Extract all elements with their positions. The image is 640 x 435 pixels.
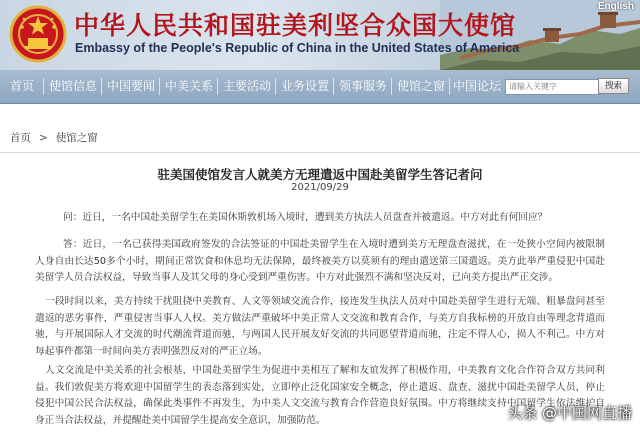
nav-item-china-news[interactable]: 中国要闻 (102, 70, 160, 103)
nav-item-main-activities[interactable]: 主要活动 (218, 70, 276, 103)
breadcrumb-separator: > (39, 132, 48, 144)
divider (0, 152, 640, 153)
article-paragraph: 问：近日，一名中国赴美留学生在美国休斯敦机场入境时，遭到美方执法人员盘查并被遣返。中方对此有何回应？ (63, 212, 548, 223)
nav-item-business-settings[interactable]: 业务设置 (276, 70, 334, 103)
article-paragraph: 人文交流是中美关系的社会根基，中国赴美留学生为促进中美相互了解和友谊发挥了积极作用，中美教育文化合作符合双方共同利益。我们敦促美方将欢迎中国留学生的表态落到实处，立即停止泛化国家安全概念，停止遣返、盘查、滋扰中国赴美留学人员，停止侵犯中国公民合法权益，确保此类事件不再发生，为中美人文交流与教育合作营造良好氛围。中方将继续支持中国留学生依法维护自身正当合法权益，并提醒赴美中国留学生提高安全意识，加强防范。 (35, 365, 605, 426)
nav-item-embassy-window[interactable]: 使馆之窗 (392, 70, 450, 103)
nav-item-china-forum[interactable]: 中国论坛 (452, 79, 501, 93)
embassy-title-cn: 中华人民共和国驻美利坚合众国大使馆 (74, 11, 517, 40)
nav-item-home[interactable]: 首页 (0, 70, 44, 103)
nav-item-china-us-relations[interactable]: 中美关系 (160, 70, 218, 103)
search-button[interactable]: 搜索 (598, 78, 629, 94)
embassy-title-en: Embassy of the People's Republic of China in the United States of America (75, 41, 520, 55)
article-paragraph: 答：近日，一名已获得美国政府签发的合法签证的中国赴美留学生在入境时遭到美方无理盘查滋扰，在一处狭小空间内被限制人身自由长达50多个小时，期间正常饮食和休息均无法保障，最终被美方以莫须有的理由遣送第三国遣返。美方此举严重侵犯中国赴美留学人员合法权益，导致当事人及其父母的身心受到严重伤害。中方对此强烈不满和坚决反对，已向美方提出严正交涉。 (35, 239, 605, 283)
nav-item-embassy-info[interactable]: 使馆信息 (44, 70, 102, 103)
header-banner (0, 0, 640, 70)
article-paragraph: 一段时间以来，美方持续干扰阻挠中美教育、人文等领域交流合作，接连发生执法人员对中国赴美留学生进行无端、粗暴盘问甚至遣返的恶劣事件，严重侵害当事人人权。美方做法严重破坏中美正常人文交流和教育合作，与美方自我标榜的开放自由等理念背道而驰，与开展国际人才交流的时代潮流背道而驰，与两国人民开展友好交流的共同愿望背道而驰，注定不得人心，损人不利己。中方对每起事件都第一时间向美方表明强烈反对的严正立场。 (35, 296, 605, 357)
search-input[interactable] (505, 79, 601, 95)
national-emblem-icon (9, 5, 67, 63)
english-link[interactable]: English (597, 1, 634, 12)
article-date: 2021/09/29 (291, 182, 349, 193)
breadcrumb-current[interactable]: 使馆之窗 (55, 132, 98, 144)
breadcrumb-home[interactable]: 首页 (10, 132, 31, 144)
watermark-text: 头条 @中国网直播 (507, 404, 632, 422)
article-title: 驻美国使馆发言人就美方无理遣返中国赴美留学生答记者问 (157, 167, 483, 182)
nav-item-consular-services[interactable]: 领事服务 (334, 70, 392, 103)
breadcrumb (10, 130, 98, 145)
